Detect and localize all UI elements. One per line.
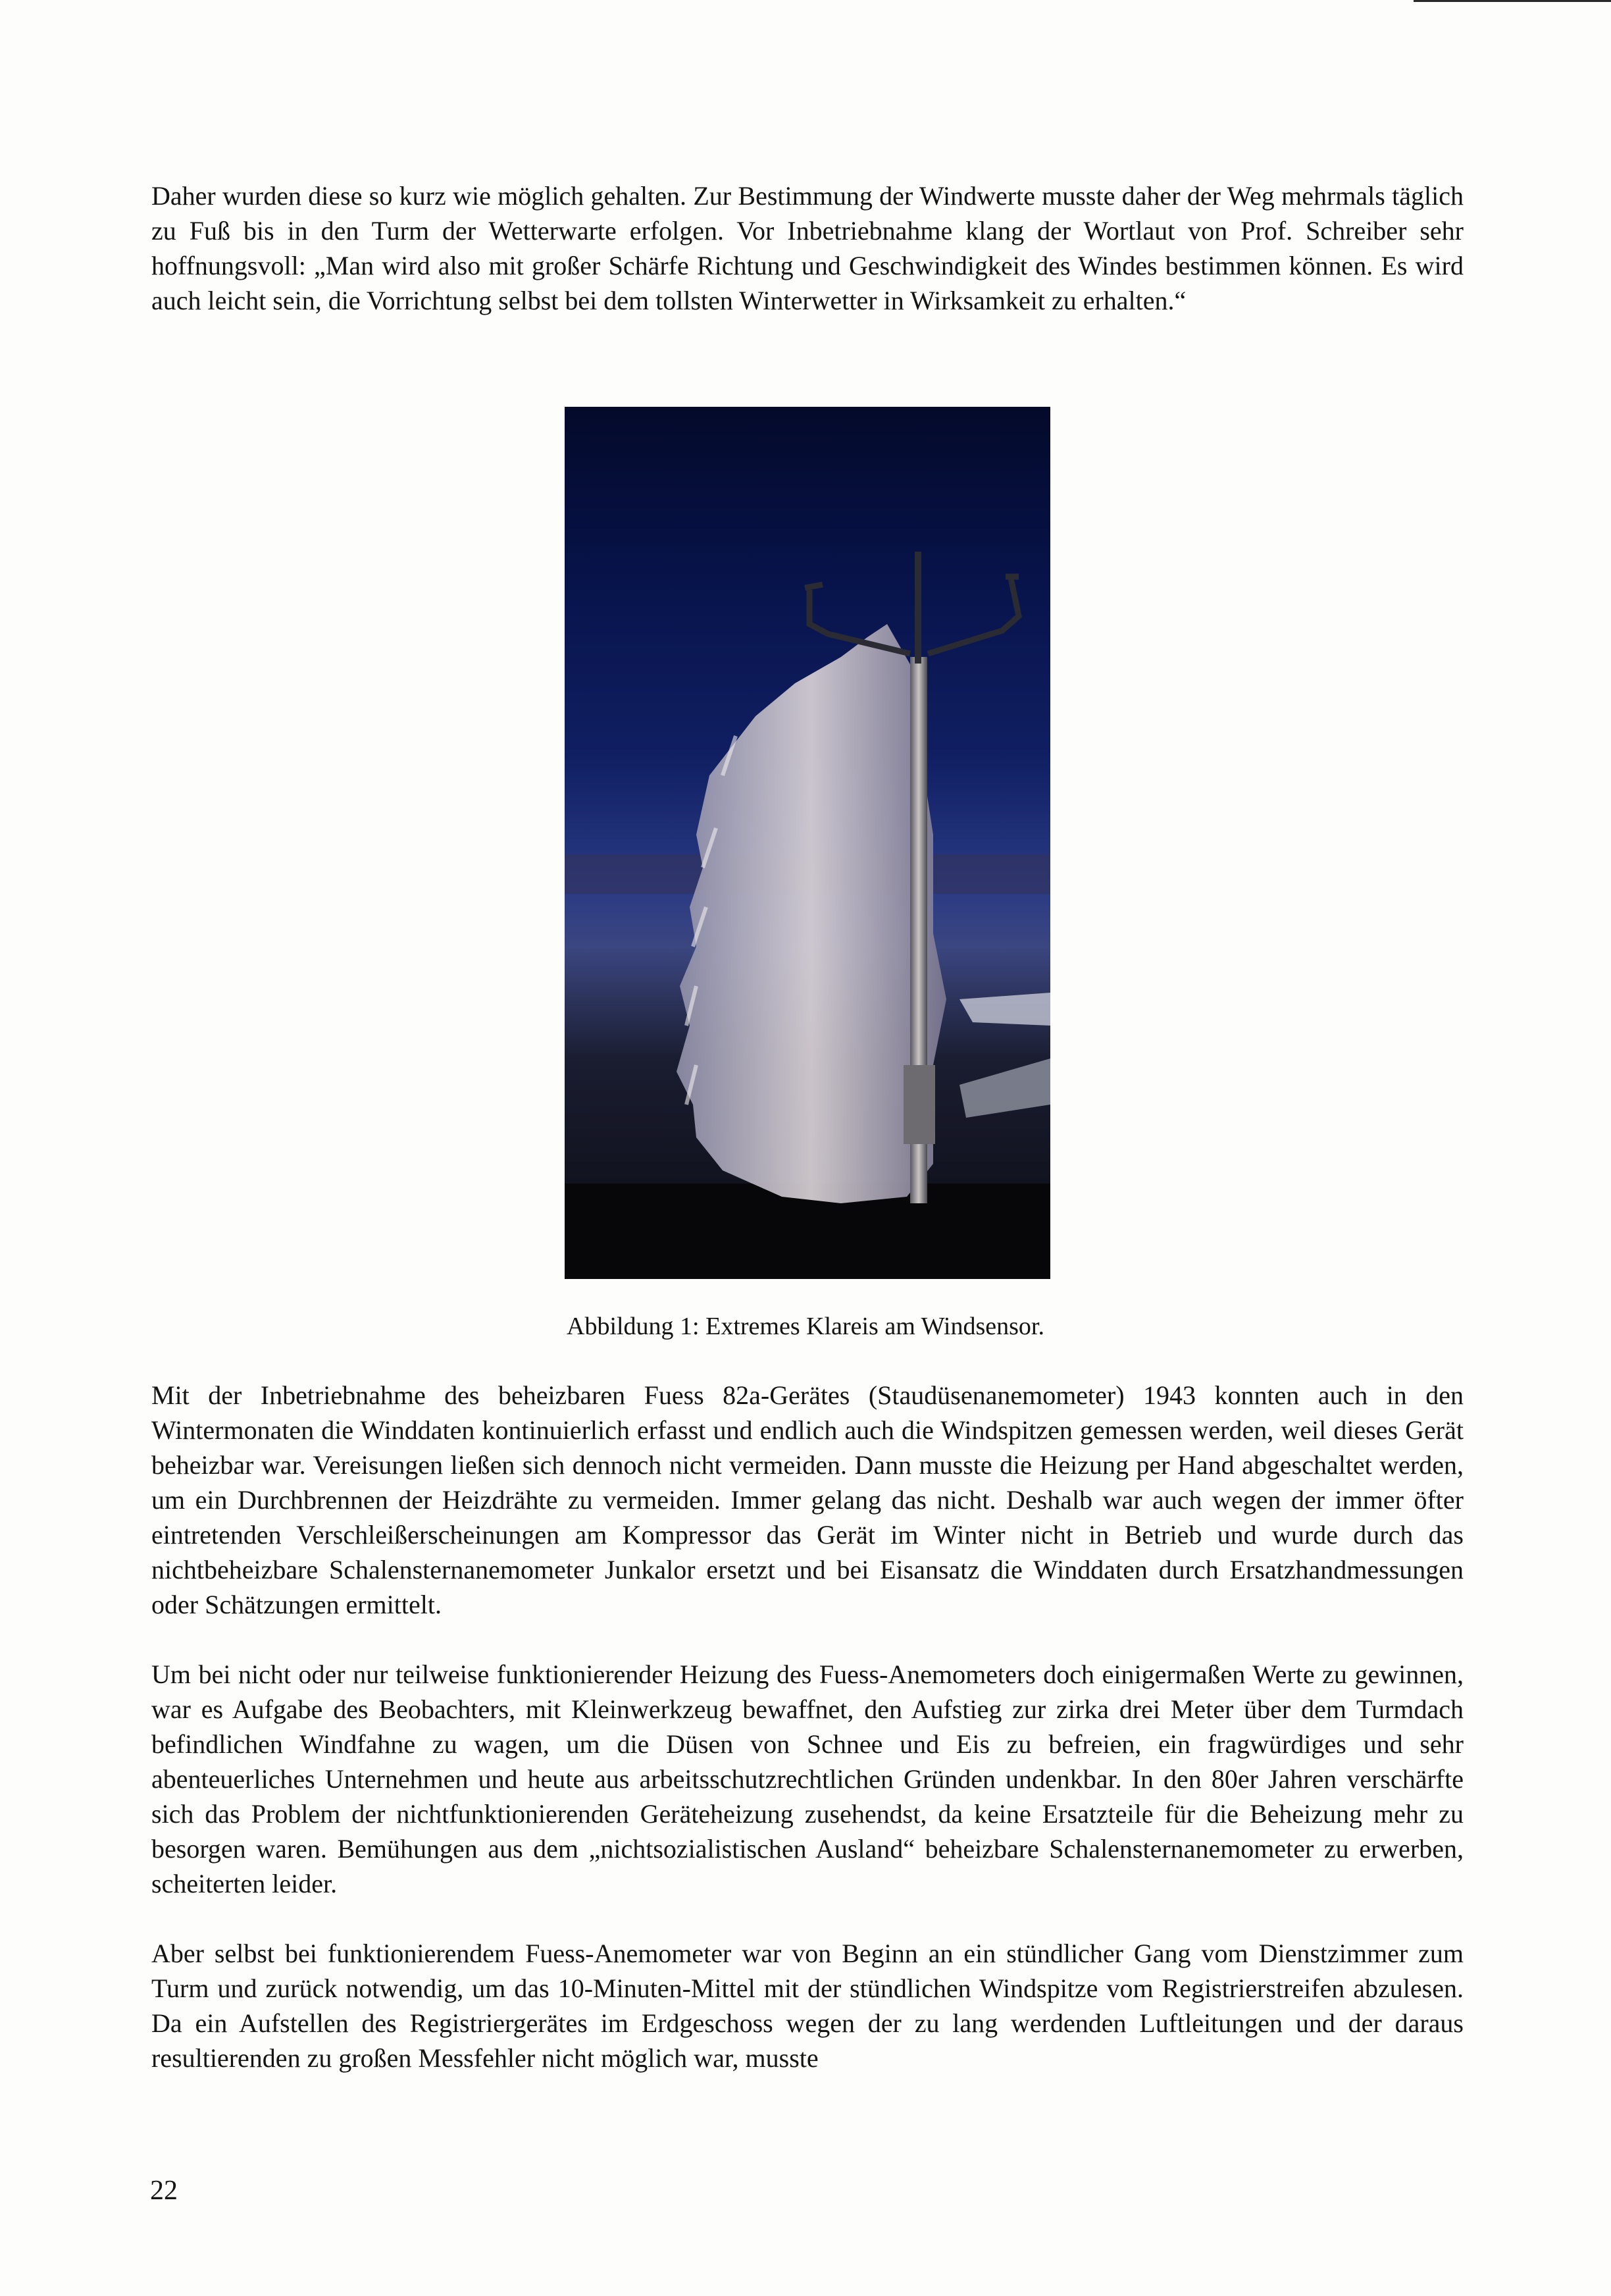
paragraph-2: Mit der Inbetriebnahme des beheizbaren Fuess 82a-Gerätes (Staudüsenanemometer) 1943 konnten auch in den Wintermonaten die Winddaten kontinuierlich erfasst und endlich auch die Windspitzen gemessen werden, weil dieses Gerät beheizbar war. Vereisungen ließen sich dennoch nicht vermeiden. Dann musste die Heizung per Hand abgeschaltet werden, um ein Durchbrennen der Heizdrähte zu vermeiden. Immer gelang das nicht. Deshalb war auch wegen der immer öfter eintretenden Verschleißerscheinungen am Kompressor das Gerät im Winter nicht in Betrieb und wurde durch das nichtbeheizbare Schalensternanemometer Junkalor ersetzt und bei Eisansatz die Winddaten durch Ersatzhandmessungen oder Schätzungen ermittelt.: [151, 1380, 1464, 1619]
paragraph-1: Daher wurden diese so kurz wie möglich gehalten. Zur Bestimmung der Windwerte musste daher der Weg mehrmals täglich zu Fuß bis in den Turm der Wetterwarte erfolgen. Vor Inbetriebnahme klang der Wortlaut von Prof. Schreiber sehr hoffnungsvoll: „Man wird also mit großer Schärfe Richtung und Geschwindigkeit des Windes bestimmen können. Es wird auch leicht sein, die Vorrichtung selbst bei dem tollsten Winterwetter in Wirksamkeit zu erhalten.“: [151, 181, 1464, 315]
photo-illustration: [565, 407, 1050, 1279]
figure-caption: Abbildung 1: Extremes Klareis am Windsensor.: [567, 1313, 1044, 1340]
photo-ice-windsensor: [565, 407, 1050, 1279]
paragraph-3: Um bei nicht oder nur teilweise funktionierender Heizung des Fuess-Anemometers doch einigermaßen Werte zu gewinnen, war es Aufgabe des Beobachters, mit Kleinwerkzeug bewaffnet, den Aufstieg zur zirka drei Meter über dem Turmdach befindlichen Windfahne zu wagen, um die Düsen von Schnee und Eis zu befreien, ein fragwürdiges und sehr abenteuerliches Unternehmen und heute aus arbeitsschutzrechtlichen Gründen undenkbar. In den 80er Jahren verschärfte sich das Problem der nichtfunktionierenden Geräteheizung zusehendst, da keine Ersatzteile für die Beheizung mehr zu besorgen waren. Bemühungen aus dem „nichtsozialistischen Ausland“ beheizbare Schalensternanemometer zu erwerben, scheiterten leider.: [151, 1659, 1464, 1898]
page-number: 22: [150, 2176, 178, 2206]
top-rule: [1414, 0, 1611, 2]
paragraph-4: Aber selbst bei funktionierendem Fuess-Anemometer war von Beginn an ein stündlicher Gang vom Dienstzimmer zum Turm und zurück notwendig, um das 10-Minuten-Mittel mit der stündlichen Windspitze vom Registrierstreifen abzulesen. Da ein Aufstellen des Registriergerätes im Erdgeschoss wegen der zu lang werdenden Luftleitungen und der daraus resultierenden zu großen Messfehler nicht möglich war, musste: [151, 1939, 1464, 2073]
